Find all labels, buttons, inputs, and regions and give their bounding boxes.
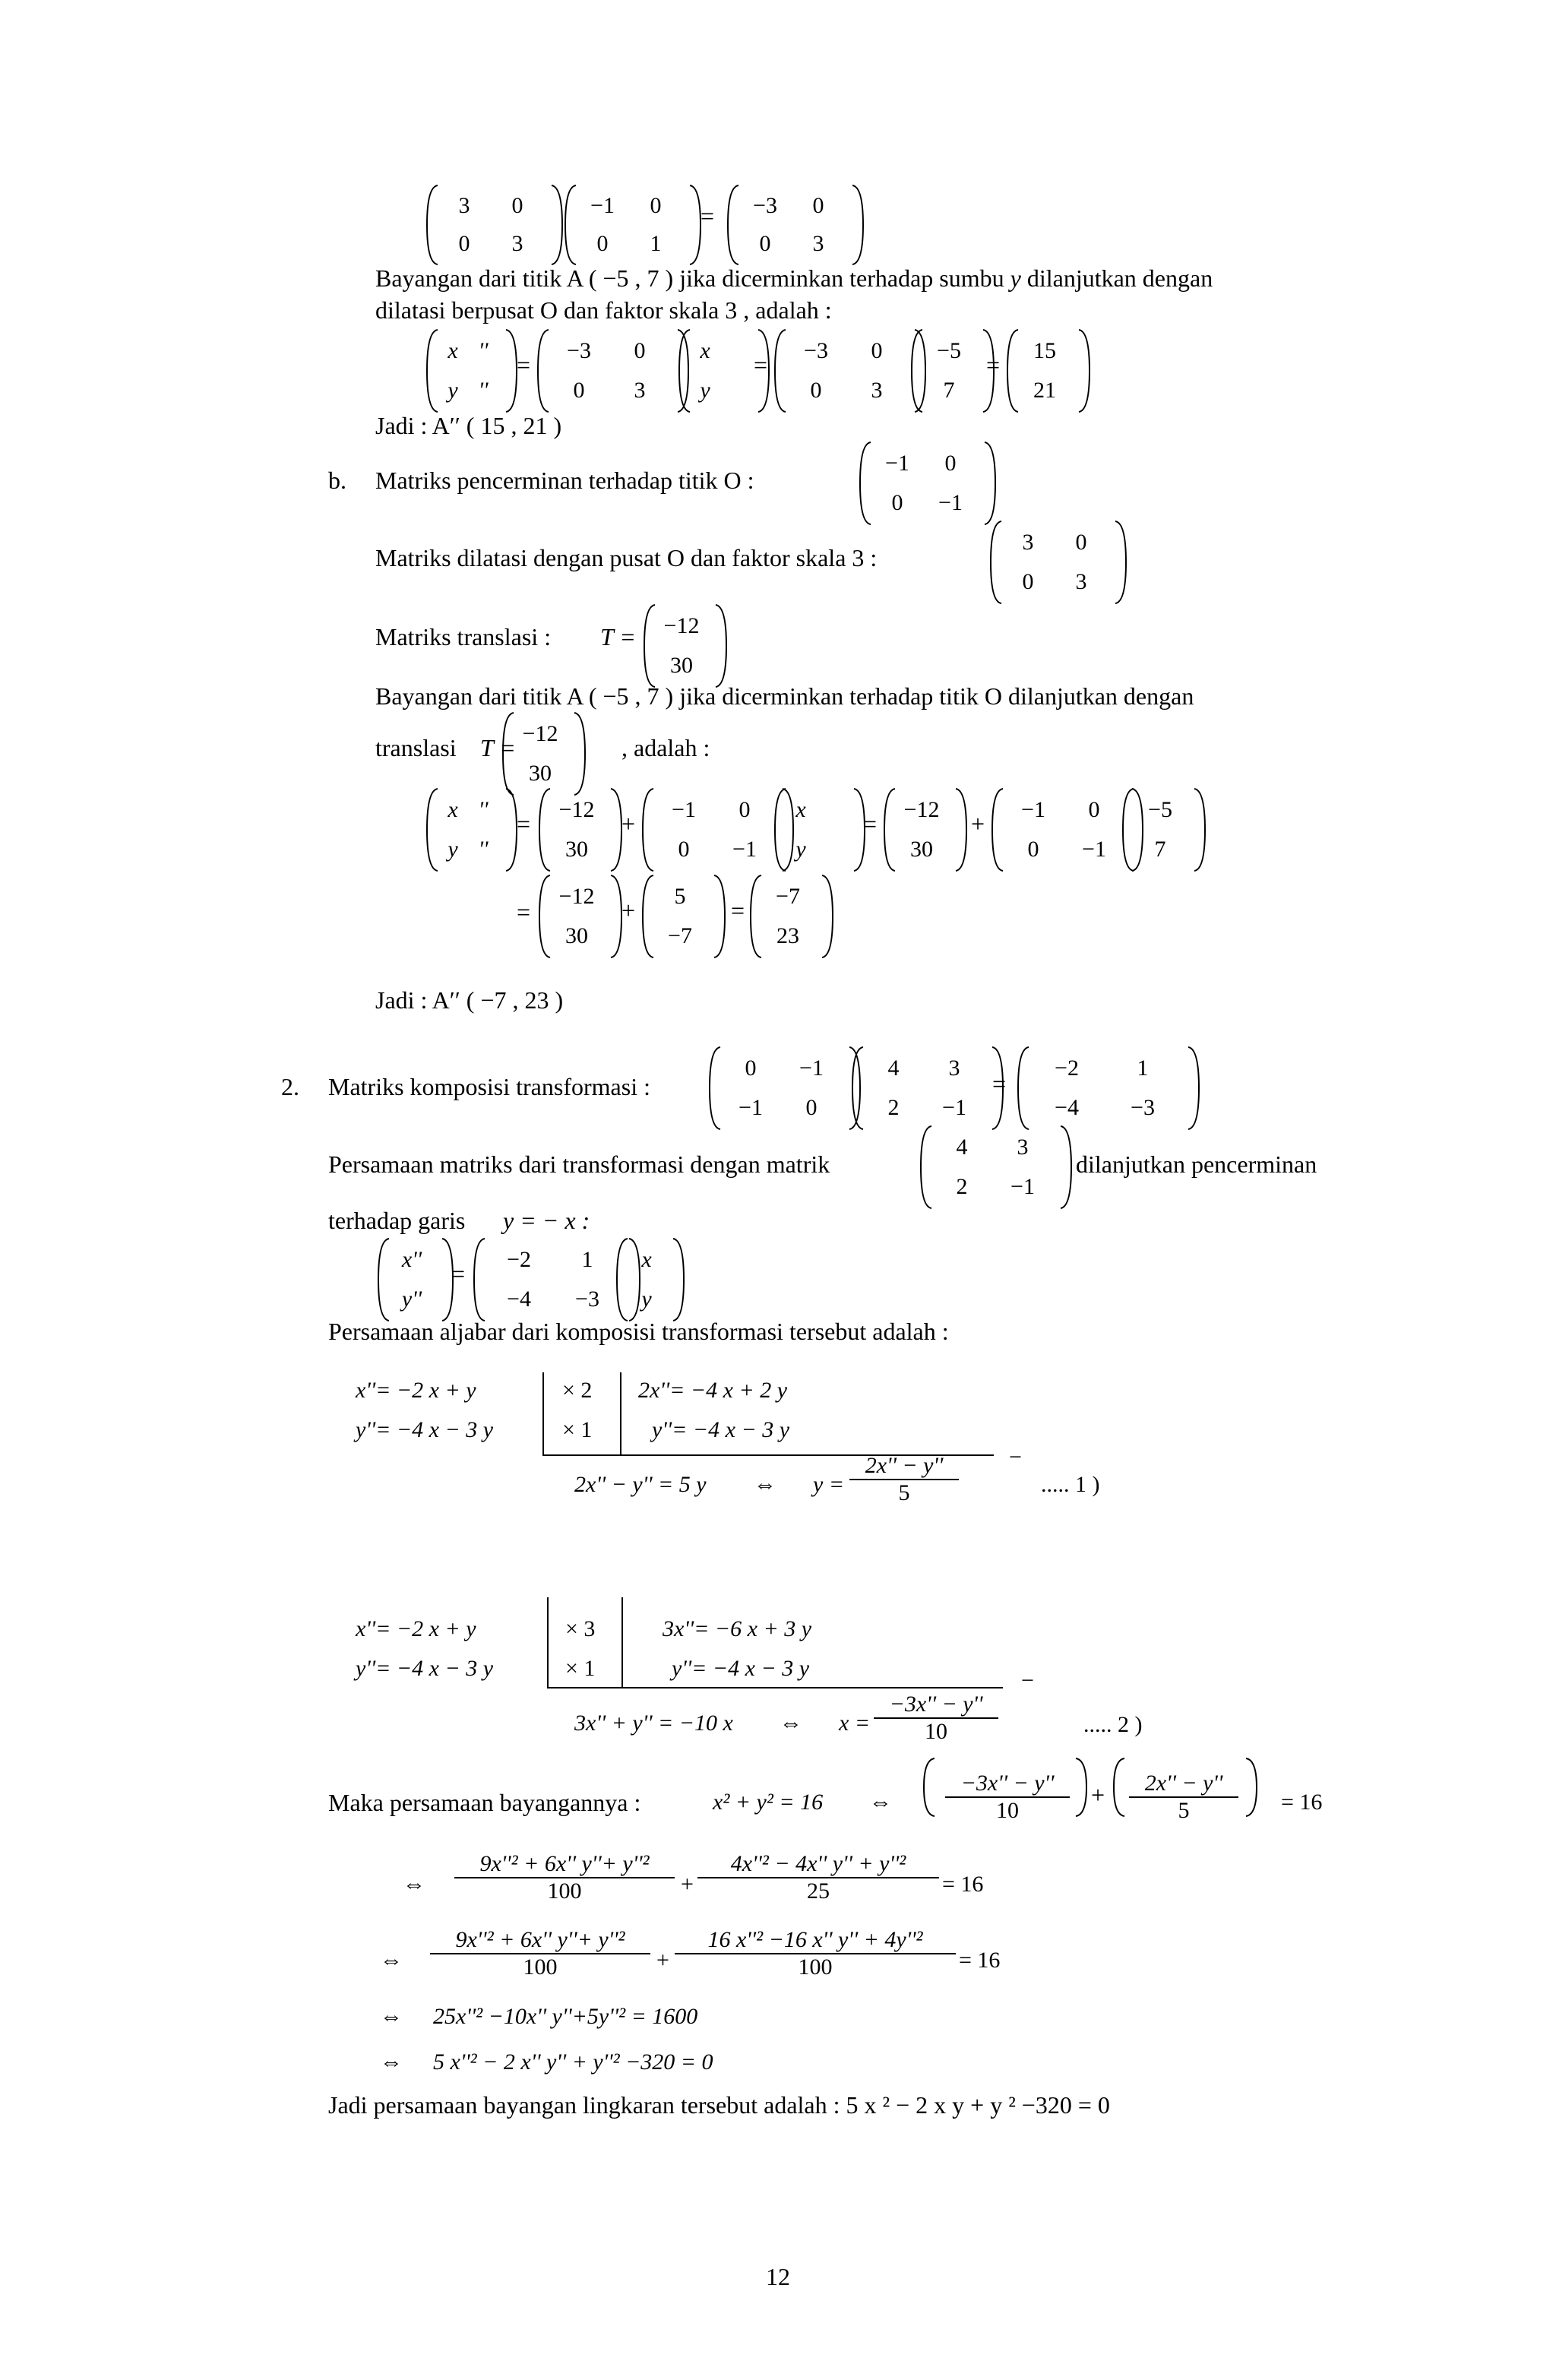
eq: = [992,1070,1007,1097]
m2a-cell: '' [478,338,489,363]
sec-b-label: b. [328,467,346,494]
sys2-sum-line [547,1687,1003,1688]
sys2-ref: ..... 2 ) [1083,1712,1143,1737]
m2c4-rparen [1058,1125,1074,1210]
m2c6-cell: 1 [581,1247,593,1272]
mb2-rparen [1112,520,1129,605]
m2c7-cell: x [641,1247,652,1272]
mb9-cell: −12 [903,797,940,822]
sec-a-line2: dilatasi berpusat O dan faktor skala 3 , adalah : [375,296,832,324]
m2d-cell: −3 [804,338,828,363]
sys1-combined: 2x'' − y'' = 5 y [574,1472,707,1497]
sys1-ref: ..... 1 ) [1041,1472,1100,1497]
maka-lparen1 [921,1757,938,1818]
m2c7-cell: y [641,1287,652,1312]
sys1-divider-v1 [542,1372,544,1456]
mb7-cell: 0 [738,797,751,822]
mb11-rparen [1191,787,1208,872]
eq: = [451,1260,466,1287]
m2e-cell: −5 [937,338,961,363]
sec-b-line1: Bayangan dari titik A ( −5 , 7 ) jika dicerminkan terhadap titik O dilanjutkan dengan [375,682,1194,710]
mb5-cell: y [448,837,458,862]
plus: + [971,810,985,837]
m1c-cell: 3 [812,231,824,256]
sys2-mult1: × 3 [565,1616,596,1641]
sec-b-reflect: Matriks pencerminan terhadap titik O : [375,467,754,494]
mb14-rparen [819,874,836,959]
sys2-divider-v1 [547,1597,549,1687]
mb1-cell: 0 [891,490,903,515]
m2c5-cell: x'' [401,1247,422,1272]
mb4-rparen [571,711,588,796]
eq: = [701,202,715,229]
maka-equiv: ⇔ [869,1790,892,1815]
m2c3-cell: −4 [1055,1095,1079,1120]
sec-b-line2-T: T = [480,734,516,761]
mb7-cell: −1 [672,797,696,822]
m2c6-cell: −4 [507,1287,531,1312]
sec-b-line2b: , adalah : [621,734,710,761]
step2-plus: + [656,1948,669,1973]
mb2-cell: 0 [1075,530,1087,555]
m2c2-cell: −1 [942,1095,966,1120]
m1c-cell: 0 [812,193,824,218]
sec-2-pers2-eq: y = − x : [503,1207,590,1234]
mb8-cell: x [795,797,806,822]
m1a-cell: 3 [458,193,470,218]
sys1-res2: y''= −4 x − 3 y [652,1417,790,1442]
sys2-minus: − [1021,1668,1034,1693]
m2a-cell: y [448,378,458,403]
mb5-cell: '' [478,797,489,822]
eq: = [517,810,531,837]
m2b-cell: 0 [573,378,585,403]
maka-frac2: $\frac{2x'' - y''}{5}$ [1129,1771,1238,1824]
mb4-cell: 30 [529,761,552,786]
mb3-rparen [713,603,729,688]
m2c3-cell: −2 [1055,1055,1079,1081]
step4-equiv: ⇔ [380,2049,403,2075]
step1-frac2: $\frac{\text{4x''² − 4x'' y'' + y''²}}{25}$ [697,1851,939,1904]
mb10-cell: 0 [1027,837,1039,862]
final-conclusion: Jadi persamaan bayangan lingkaran tersebut adalah : 5 x ² − 2 x y + y ² −320 = 0 [328,2091,1110,2119]
mb13-cell: −7 [668,923,692,948]
mb8-cell: y [795,837,806,862]
mb10-cell: −1 [1082,837,1106,862]
mb4-cell: −12 [522,721,558,746]
step1-eq16: = 16 [942,1872,984,1897]
m2c4-cell: 3 [1017,1135,1029,1160]
sec-2-aljabar: Persamaan aljabar dari komposisi transformasi tersebut adalah : [328,1318,949,1345]
page-number: 12 [766,2263,790,2290]
mb11-cell: −5 [1148,797,1172,822]
sys1-minus: − [1009,1445,1022,1470]
sec-b-conclusion: Jadi : A′′ ( −7 , 23 ) [375,986,564,1014]
m2f-cell: 21 [1033,378,1056,403]
step4-eq: 5 x''² − 2 x'' y'' + y''² −320 = 0 [433,2049,713,2075]
m2a-cell: x [448,338,458,363]
m2c2-cell: 3 [948,1055,960,1081]
mb14-cell: −7 [776,884,800,909]
m1c-cell: 0 [759,231,771,256]
plus: + [1091,1781,1105,1809]
sys2-mult2: × 1 [565,1656,596,1681]
plus: + [621,810,636,837]
m1c-rparen [849,184,866,266]
mb5-cell: x [448,797,458,822]
m2d-cell: 3 [871,378,883,403]
m2f-rparen [1076,328,1093,413]
m1a-cell: 3 [511,231,523,256]
m2b-cell: 0 [634,338,646,363]
mb6-cell: −12 [558,797,595,822]
eq: = [863,810,878,837]
sys2-divider-v2 [621,1597,623,1687]
step2-eq16: = 16 [959,1948,1001,1973]
mb12-cell: −12 [558,884,595,909]
mb2-cell: 3 [1075,569,1087,594]
maka-eq16: = 16 [1281,1790,1323,1815]
sec-2-pers2: terhadap garis [328,1207,466,1234]
m2c2-cell: 4 [887,1055,900,1081]
mb13-rparen [711,874,728,959]
maka-rparen1 [1073,1757,1090,1818]
m1b-cell: 0 [650,193,662,218]
m2c-cell: y [700,378,710,403]
eq: = [986,351,1001,378]
m2c1-cell: −1 [799,1055,824,1081]
eq: = [517,898,531,926]
sys2-x-eq: x = [839,1711,871,1736]
mb1-cell: −1 [938,490,963,515]
m2c6-cell: −3 [575,1287,599,1312]
mb9-cell: 30 [910,837,933,862]
m2c-cell: x [700,338,710,363]
eq: = [754,351,768,378]
mb11-cell: 7 [1154,837,1166,862]
sec-a-conclusion: Jadi : A′′ ( 15 , 21 ) [375,412,562,439]
maka-rparen2 [1243,1757,1260,1818]
mb7-cell: −1 [732,837,757,862]
mb6-cell: 30 [565,837,588,862]
mb5-cell: '' [478,837,489,862]
sys2-equiv: ⇔ [780,1711,802,1736]
sys2-combined: 3x'' + y'' = −10 x [574,1711,733,1736]
sec-2-composition: Matriks komposisi transformasi : [328,1073,650,1100]
mb10-cell: −1 [1021,797,1045,822]
sec-2-pers1: Persamaan matriks dari transformasi dengan matrik [328,1150,830,1178]
step2-equiv: ⇔ [380,1948,403,1973]
step1-equiv: ⇔ [403,1872,425,1897]
m2c4-cell: −1 [1010,1174,1035,1199]
sec-b-translate: Matriks translasi : [375,623,552,650]
m2b-cell: −3 [567,338,591,363]
sys1-divider-v2 [620,1372,621,1456]
mb3-cell: −12 [663,613,700,638]
sec-2-number: 2. [281,1073,299,1100]
m2c4-cell: 4 [956,1135,968,1160]
sys2-fraction: $\frac{-3x'' - y''}{10}$ [874,1692,998,1745]
mb14-cell: 23 [776,923,799,948]
sys1-mult2: × 1 [562,1417,593,1442]
m2c4-cell: 2 [956,1174,968,1199]
maka-label: Maka persamaan bayangannya : [328,1789,641,1816]
m1a-cell: 0 [511,193,523,218]
m2c6-cell: −2 [507,1247,531,1272]
m2c5-cell: y'' [401,1287,422,1312]
sec-b-dilate: Matriks dilatasi dengan pusat O dan faktor skala 3 : [375,544,878,571]
mb7-cell: 0 [678,837,690,862]
sys1-fraction: $\frac{2x'' - y''}{5}$ [849,1453,959,1506]
m2c1-cell: 0 [805,1095,818,1120]
eq: = [731,897,745,924]
m2e-cell: 7 [943,378,955,403]
m2b-cell: 3 [634,378,646,403]
m2c3-rparen [1185,1046,1202,1131]
sec-2-pers1-end: dilanjutkan pencerminan [1076,1150,1317,1178]
m2c1-cell: 0 [745,1055,757,1081]
m2c7-rparen [670,1237,687,1322]
eq: = [517,351,531,378]
step1-frac1: $\frac{\text{9x''² + 6x'' y''+ y''²}}{100}$ [454,1851,675,1904]
m2c1-cell: −1 [738,1095,763,1120]
sys1-y-eq: y = [813,1472,845,1497]
maka-circle-eq: x² + y² = 16 [713,1790,824,1815]
sys1-eq2: y''= −4 x − 3 y [356,1417,494,1442]
mb1-cell: 0 [944,451,957,476]
m2a-cell: '' [478,378,489,403]
step1-plus: + [681,1872,694,1897]
mb2-cell: 0 [1022,569,1034,594]
sys2-eq1: x''= −2 x + y [356,1616,476,1641]
sys1-mult1: × 2 [562,1378,593,1403]
m2c3-cell: 1 [1137,1055,1149,1081]
mb1-cell: −1 [885,451,909,476]
mb12-cell: 30 [565,923,588,948]
maka-frac1: $\frac{-3x'' - y''}{10}$ [945,1771,1070,1824]
m1b-cell: 1 [650,231,662,256]
sys1-res1: 2x''= −4 x + 2 y [638,1378,788,1403]
mb3-cell: 30 [670,653,693,678]
mb9-rparen [953,787,969,872]
step3-eq: 25x''² −10x'' y''+5y''² = 1600 [433,2004,698,2029]
m1c-cell: −3 [753,193,777,218]
m1a-cell: 0 [458,231,470,256]
sys1-eq1: x''= −2 x + y [356,1378,476,1403]
sec-b-T: T = [600,623,636,650]
m2d-cell: 0 [871,338,883,363]
sys1-equiv: ⇔ [754,1472,776,1497]
step2-frac2: $\frac{\text{16 x''² −16 x'' y'' + 4y''²}}{100}$ [675,1927,956,1980]
sys2-eq2: y''= −4 x − 3 y [356,1656,494,1681]
m1b-cell: −1 [590,193,615,218]
m2c2-cell: 2 [887,1095,900,1120]
mb2-cell: 3 [1022,530,1034,555]
step3-equiv: ⇔ [380,2004,403,2029]
mb10-cell: 0 [1088,797,1100,822]
sys2-res2: y''= −4 x − 3 y [672,1656,810,1681]
m2f-cell: 15 [1033,338,1056,363]
m2c3-cell: −3 [1131,1095,1155,1120]
m2d-cell: 0 [810,378,822,403]
sys2-res1: 3x''= −6 x + 3 y [663,1616,812,1641]
sec-b-line2a: translasi [375,734,457,761]
sec-a-line1: Bayangan dari titik A ( −5 , 7 ) jika dicerminkan terhadap sumbu y dilanjutkan dengan [375,264,1213,292]
maka-lparen2 [1111,1757,1127,1818]
mb13-cell: 5 [674,884,686,909]
mb1-rparen [982,441,998,526]
step2-frac1: $\frac{\text{9x''² + 6x'' y''+ y''²}}{100}$ [430,1927,650,1980]
plus: + [621,897,636,924]
m1b-cell: 0 [596,231,609,256]
